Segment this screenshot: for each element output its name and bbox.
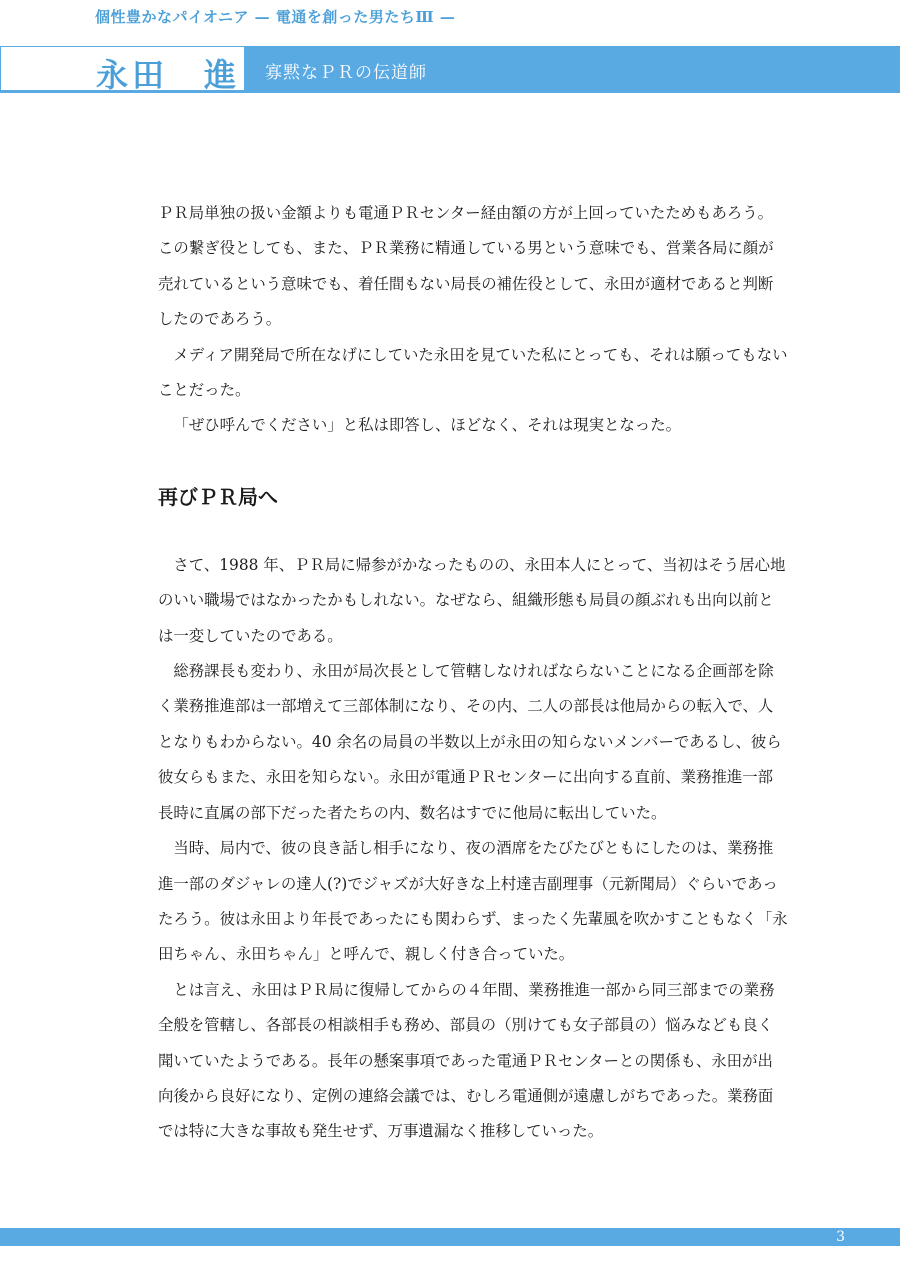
series-title: 個性豊かなパイオニア — 電通を創った男たちⅢ —: [95, 8, 456, 26]
footer-band: [0, 1228, 900, 1246]
name-box: [0, 46, 245, 94]
section-heading: 再びＰＲ局へ: [158, 484, 278, 509]
paragraph: ＰＲ局単独の扱い金額よりも電通ＰＲセンター経由額の方が上回っていたためもあろう。この繋ぎ役としても、また、ＰＲ業務に精通している男という意味でも、営業各局に顔が売れているという意味でも、着任間もない局長の補佐役として、永田が適材であると判断したのであろう。: [158, 204, 774, 329]
paragraph: 総務課長も変わり、永田が局次長として管轄しなければならないことになる企画部を除く業務推進部は一部増えて三部体制になり、その内、二人の部長は他局からの転入で、人となりもわからない。40 余名の局員の半数以上が永田の知らないメンバーであるし、彼ら彼女らもまた、永田を知らない。永田が電通ＰＲセンターに出向する直前、業務推進一部長時に直属の部下だった者たちの内、数名はすでに他局に転出していた。: [158, 662, 782, 822]
person-name: 永田 進: [96, 56, 241, 94]
paragraph: 「ぜひ呼んでください」と私は即答し、ほどなく、それは現実となった。: [173, 416, 681, 435]
paragraph: さて、1988 年、ＰＲ局に帰参がかなったものの、永田本人にとって、当初はそう居心地のいい職場ではなかったかもしれない。なぜなら、組織形態も局員の顔ぶれも出向以前とは一変していたのである。: [158, 555, 786, 645]
article-subtitle: 寡黙なＰＲの伝道師: [265, 63, 427, 83]
paragraph: メディア開発局で所在なげにしていた永田を見ていた私にとっても、それは願ってもないことだった。: [158, 345, 788, 400]
header-band: [0, 46, 900, 93]
paragraph: 当時、局内で、彼の良き話し相手になり、夜の酒席をたびたびともにしたのは、業務推進一部のダジャレの達人(?)でジャズが大好きな上村達吉副理事（元新聞局）ぐらいであったろう。彼は永田より年長であったにも関わらず、まったく先輩風を吹かすこともなく「永田ちゃん、永田ちゃん」と呼んで、親しく付き合っていた。: [158, 839, 788, 964]
article-body: [158, 196, 788, 1150]
page-number: 3: [836, 1229, 845, 1245]
paragraph: とは言え、永田はＰＲ局に復帰してからの４年間、業務推進一部から同三部までの業務全般を管轄し、各部長の相談相手も務め、部員の（別けても女子部員の）悩みなども良く聞いていたようである。長年の懸案事項であった電通ＰＲセンターとの関係も、永田が出向後から良好になり、定例の連絡会議では、むしろ電通側が遠慮しがちであった。業務面では特に大きな事故も発生せず、万事遺漏なく推移していった。: [158, 980, 775, 1141]
